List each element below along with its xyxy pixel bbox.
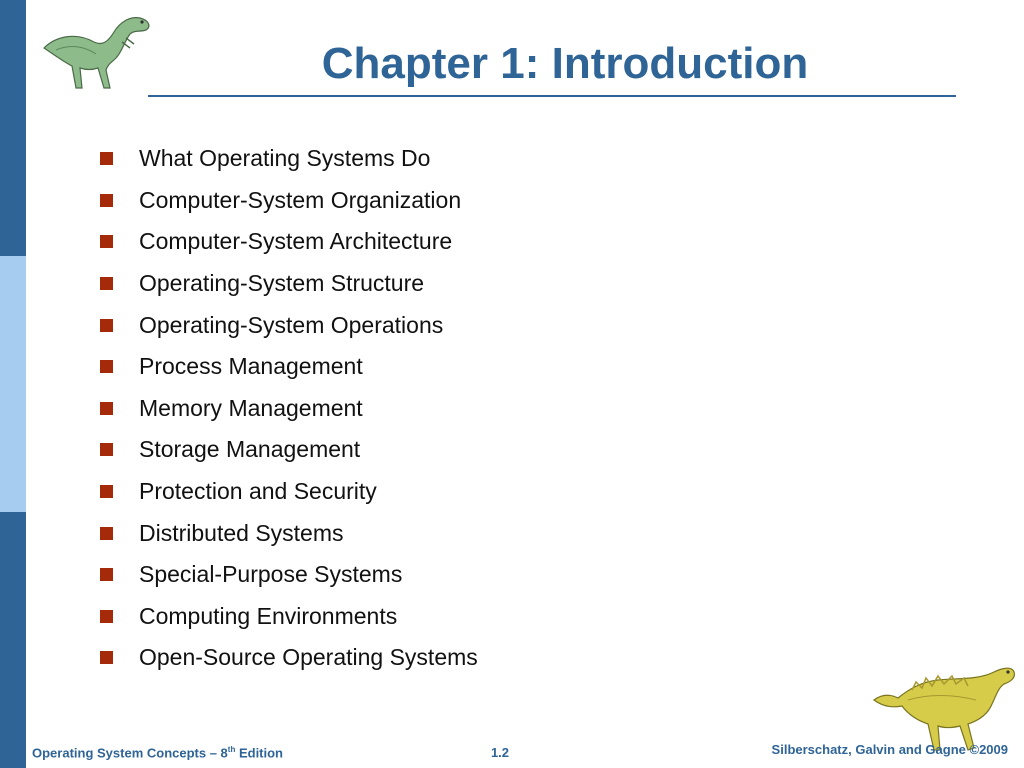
bullet-square-icon [100, 402, 113, 415]
bullet-square-icon [100, 610, 113, 623]
side-bar-bottom-segment [0, 512, 26, 768]
bullet-square-icon [100, 360, 113, 373]
bullet-square-icon [100, 319, 113, 332]
bullet-list [100, 138, 478, 679]
list-item [100, 180, 478, 222]
bullet-text: Process Management [139, 353, 363, 380]
slide-title: Chapter 1: Introduction [321, 39, 809, 88]
dinosaur-icon [36, 8, 158, 94]
list-item [100, 637, 478, 679]
list-item [100, 596, 478, 638]
bullet-text: Storage Management [139, 436, 361, 463]
list-item [100, 429, 478, 471]
bullet-text: Special-Purpose Systems [139, 561, 403, 588]
bullet-square-icon [100, 235, 113, 248]
bullet-text: Open-Source Operating Systems [139, 644, 478, 671]
title-divider [148, 95, 956, 97]
bullet-square-icon [100, 194, 113, 207]
bullet-text: Operating-System Structure [139, 270, 425, 297]
list-item [100, 554, 478, 596]
bullet-text: Computing Environments [139, 602, 398, 629]
bullet-square-icon [100, 651, 113, 664]
footer-copyright: Silberschatz, Galvin and Gagne ©2009 [771, 742, 1008, 757]
side-bar-middle-segment [0, 256, 26, 512]
bullet-square-icon [100, 485, 113, 498]
list-item [100, 388, 478, 430]
bullet-text: Protection and Security [139, 478, 377, 505]
bullet-text: Computer-System Organization [139, 186, 462, 213]
list-item [100, 221, 478, 263]
list-item [100, 346, 478, 388]
footer-book-title [32, 745, 283, 760]
bullet-text: Computer-System Architecture [139, 228, 453, 255]
list-item [100, 263, 478, 305]
bullet-square-icon [100, 527, 113, 540]
list-item [100, 304, 478, 346]
list-item [100, 512, 478, 554]
bullet-text: Memory Management [139, 394, 363, 421]
list-item [100, 471, 478, 513]
bullet-text: Distributed Systems [139, 519, 344, 546]
bullet-text: Operating-System Operations [139, 311, 444, 338]
side-bar-top-segment [0, 0, 26, 256]
bullet-text: What Operating Systems Do [139, 145, 431, 172]
footer-book-suffix: Edition [235, 745, 284, 761]
bullet-square-icon [100, 568, 113, 581]
bullet-square-icon [100, 152, 113, 165]
footer-book-prefix: Operating System Concepts – 8 [32, 745, 228, 761]
footer-page-number: 1.2 [490, 745, 510, 760]
side-bar [0, 0, 26, 768]
footer-book-sup: th [227, 745, 236, 754]
bullet-square-icon [100, 443, 113, 456]
bullet-square-icon [100, 277, 113, 290]
list-item [100, 138, 478, 180]
